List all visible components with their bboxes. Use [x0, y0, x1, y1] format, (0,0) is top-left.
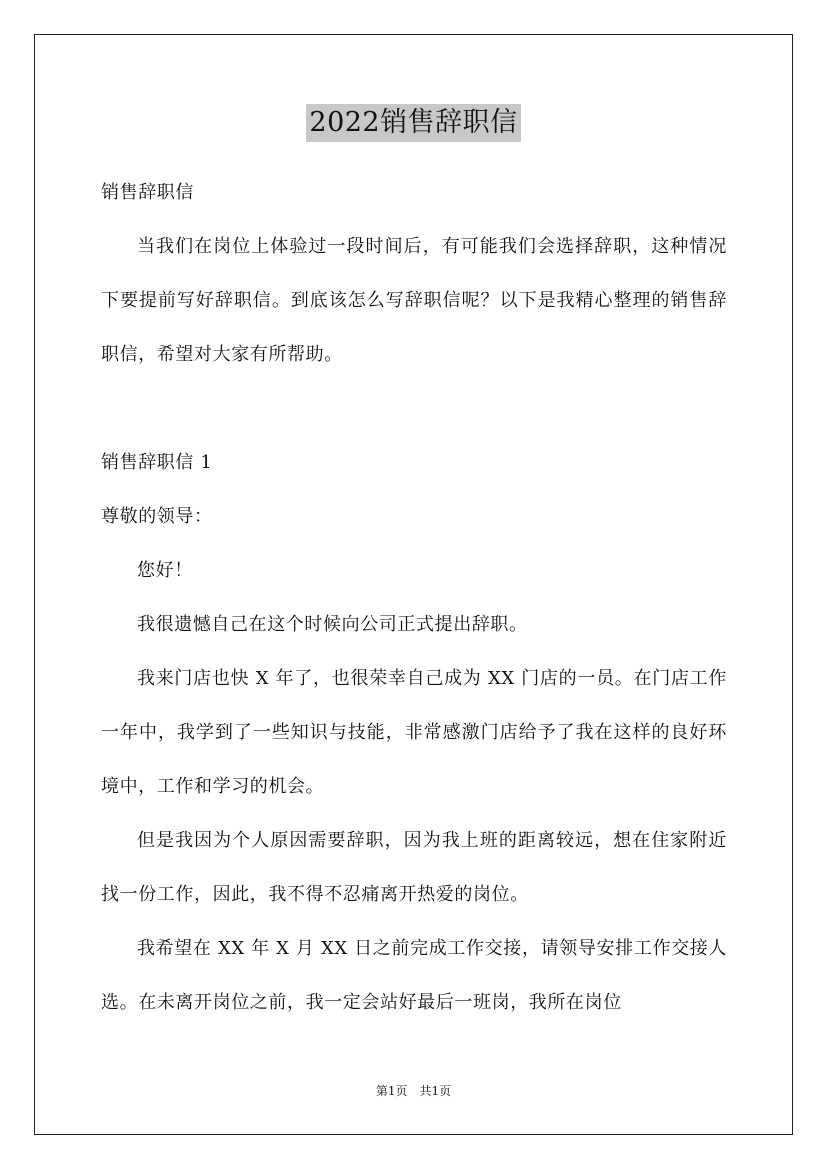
body-paragraph: 我希望在 XX 年 X 月 XX 日之前完成工作交接，请领导安排工作交接人选。在未离开岗位之前，我一定会站好最后一班岗，我所在岗位 [101, 938, 727, 1013]
body-paragraph: 我来门店也快 X 年了，也很荣幸自己成为 XX 门店的一员。在门店工作一年中，我学到了一些知识与技能，非常感激门店给予了我在这样的良好环境中，工作和学习的机会。 [101, 668, 727, 797]
title-container [0, 104, 827, 142]
salutation: 尊敬的领导： [101, 506, 213, 527]
subtitle: 销售辞职信 [101, 182, 194, 203]
document-title: 2022销售辞职信 [306, 104, 520, 142]
intro-paragraph: 当我们在岗位上体验过一段时间后，有可能我们会选择辞职，这种情况下要提前写好辞职信。到底该怎么写辞职信呢？以下是我精心整理的销售辞职信，希望对大家有所帮助。 [101, 236, 727, 365]
body-paragraph: 我很遗憾自己在这个时候向公司正式提出辞职。 [137, 614, 528, 635]
page-footer [0, 1083, 827, 1099]
blank-line [101, 382, 727, 436]
greeting: 您好！ [137, 560, 193, 581]
page-number: 第1页 [375, 1084, 408, 1098]
page-total: 共1页 [419, 1084, 452, 1098]
document-body [101, 166, 727, 1030]
body-paragraph: 但是我因为个人原因需要辞职，因为我上班的距离较远，想在住家附近找一份工作，因此，我不得不忍痛离开热爱的岗位。 [101, 830, 727, 905]
section-heading: 销售辞职信 1 [101, 452, 213, 473]
